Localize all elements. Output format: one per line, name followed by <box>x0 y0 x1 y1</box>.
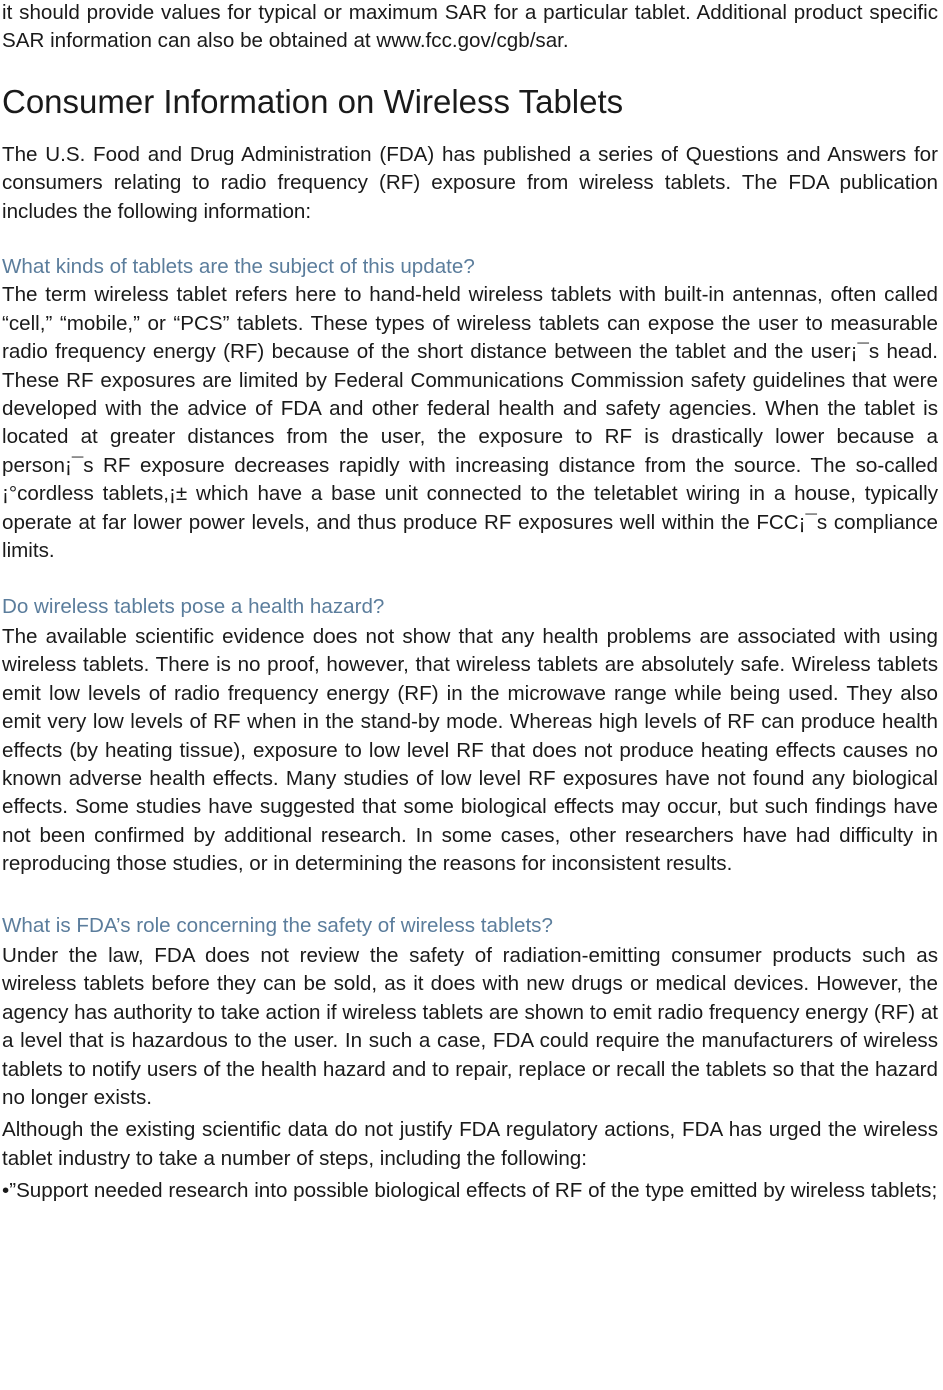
answer-paragraph-health-hazard: The available scientific evidence does not show that any health problems are associated with using wireless tablets. There is no proof, however, that wireless tablets are absolutely safe. Wireless tablets emit low levels of radio frequency energy (RF) in the microwave range while being used. They also emit very low levels of RF when in the stand-by mode. Whereas high levels of RF can produce health effects (by heating tissue), exposure to low level RF that does not produce heating effects causes no known adverse health effects. Many studies of low level RF exposures have not found any biological effects. Some studies have suggested that some biological effects may occur, but such findings have not been confirmed by additional research. In some cases, other researchers have had difficulty in reproducing those studies, or in determining the reasons for inconsistent results. <box>2 624 938 876</box>
section-title: Consumer Information on Wireless Tablets <box>2 82 624 120</box>
question-heading-fda-role: What is FDA’s role concerning the safety of wireless tablets? <box>2 913 553 937</box>
answer-paragraph-fda-steps: Although the existing scientific data do not justify FDA regulatory actions, FDA has urged the wireless tablet industry to take a number of steps, including the following: <box>2 1118 938 1170</box>
list-item: •”Support needed research into possible biological effects of RF of the type emitted by wireless tablets; <box>2 1179 938 1203</box>
section-lead-paragraph: The U.S. Food and Drug Administration (FDA) has published a series of Questions and Answers for consumers relating to radio frequency (RF) exposure from wireless tablets. The FDA publication includes the following information: <box>2 142 938 223</box>
intro-paragraph: it should provide values for typical or maximum SAR for a particular tablet. Additional product specific SAR information can also be obtained at www.fcc.gov/cgb/sar. <box>2 1 938 53</box>
question-heading-tablet-types: What kinds of tablets are the subject of this update? <box>2 255 475 279</box>
answer-paragraph-tablet-types: The term wireless tablet refers here to hand-held wireless tablets with built-in antennas, often called “cell,” “mobile,” or “PCS” tablets. These types of wireless tablets can expose the user to measurable radio frequency energy (RF) because of the short distance between the tablet and the user¡¯s head. These RF exposures are limited by Federal Communications Commission safety guidelines that were developed with the advice of FDA and other federal health and safety agencies. When the tablet is located at greater distances from the user, the exposure to RF is drastically lower because a person¡¯s RF exposure decreases rapidly with increasing distance from the source. The so-called ¡°cordless tablets,¡± which have a base unit connected to the teletablet wiring in a house, typically operate at far lower power levels, and thus produce RF exposures well within the FCC¡¯s compliance limits. <box>2 283 938 563</box>
question-heading-health-hazard: Do wireless tablets pose a health hazard? <box>2 594 385 618</box>
answer-paragraph-fda-role: Under the law, FDA does not review the safety of radiation-emitting consumer products such as wireless tablets before they can be sold, as it does with new drugs or medical devices. However, the agency has authority to take action if wireless tablets are shown to emit radio frequency energy (RF) at a level that is hazardous to the user. In such a case, FDA could require the manufacturers of wireless tablets to notify users of the health hazard and to repair, replace or recall the tablets so that the hazard no longer exists. <box>2 943 938 1109</box>
